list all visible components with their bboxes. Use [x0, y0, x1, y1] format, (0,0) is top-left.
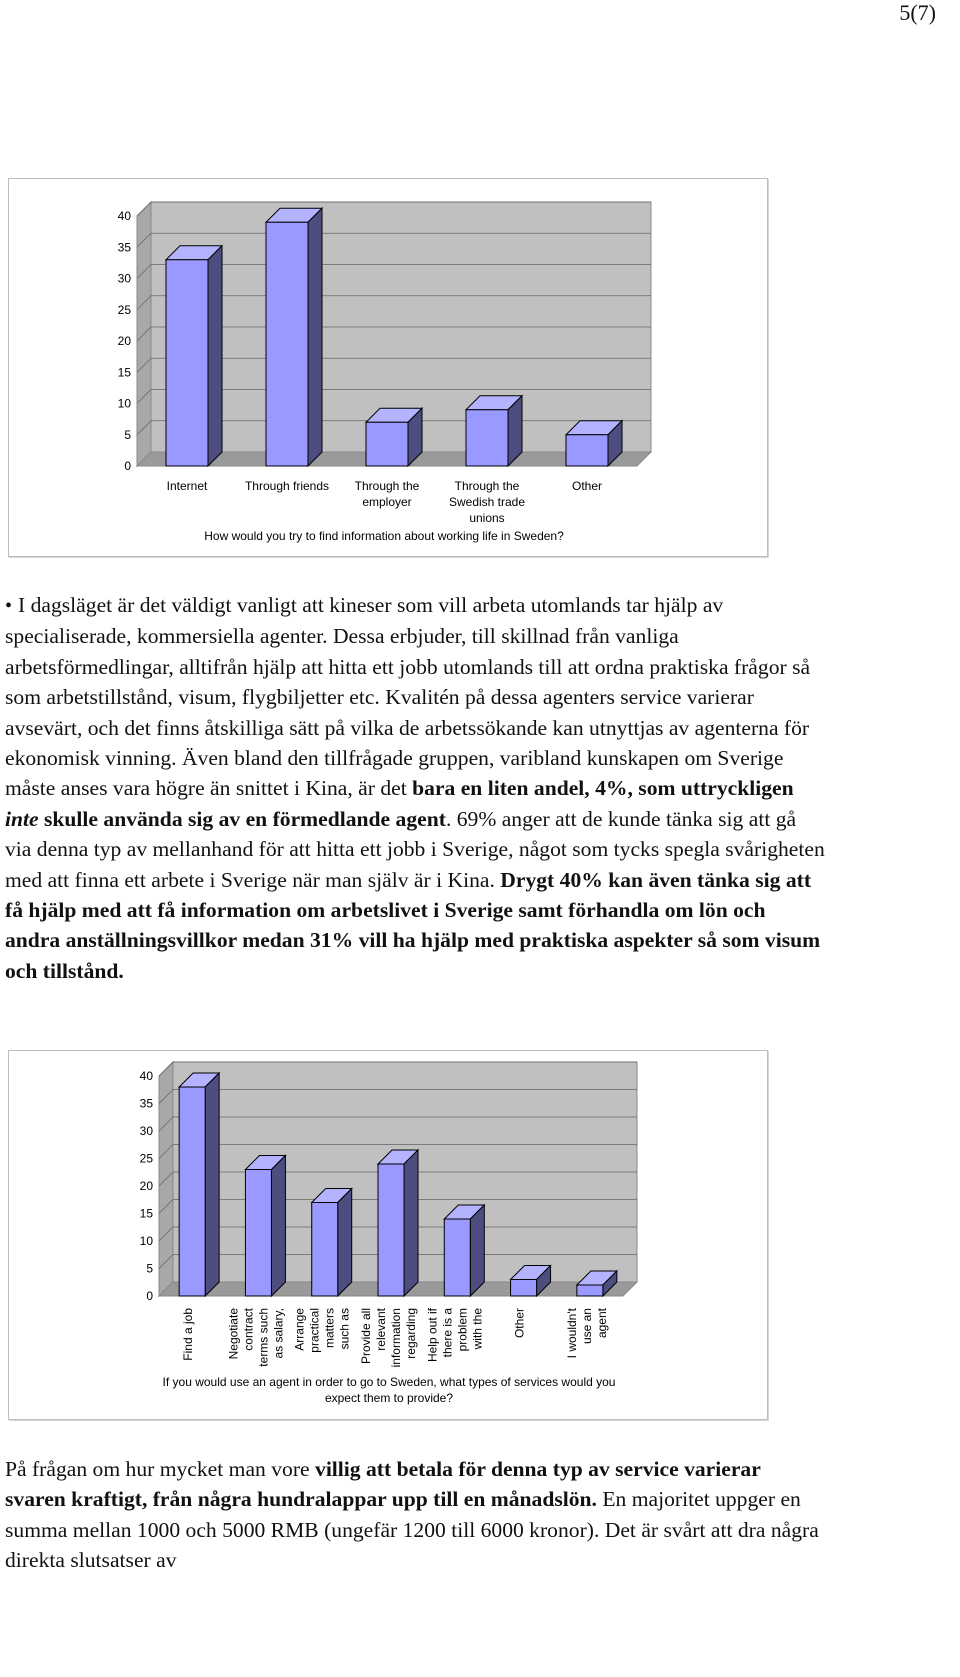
paragraph-agents	[5, 590, 825, 986]
bar-side	[271, 1156, 285, 1297]
bar	[166, 260, 208, 466]
paragraph-payment-text-1: På frågan om hur mycket man vore	[5, 1457, 316, 1481]
bar	[266, 222, 308, 466]
chart-information-sources-svg	[9, 179, 767, 556]
x-tick-label: Through the	[354, 479, 420, 493]
x-tick-label: use an	[579, 1308, 594, 1345]
bar	[378, 1164, 404, 1296]
y-tick-label: 15	[139, 1206, 153, 1221]
bar-side	[470, 1205, 484, 1296]
x-tick-label: unions	[469, 511, 505, 525]
y-tick-label: 40	[117, 209, 131, 223]
x-tick-label: Provide all	[359, 1308, 373, 1365]
paragraph-agents-bold-italic: inte	[5, 806, 39, 831]
x-tick-label: Swedish trade	[448, 495, 526, 509]
y-tick-label: 30	[117, 271, 131, 286]
paragraph-payment-text-2: En majoritet uppger en summa mellan 1000 och 5000 RMB (ungefär 1200 till 6000 kronor). Det är svårt att dra några direkta slutsatser av	[5, 1487, 819, 1573]
bar	[179, 1087, 205, 1296]
bar	[511, 1280, 537, 1297]
x-tick-label: Help out if	[425, 1308, 440, 1363]
bar-side	[338, 1189, 352, 1297]
x-tick-label: relevant	[374, 1308, 388, 1351]
bar	[366, 422, 408, 466]
chart-title: How would you try to find information about working life in Sweden?	[204, 529, 564, 543]
x-tick-label: with the	[470, 1308, 485, 1350]
bar	[577, 1285, 603, 1296]
y-tick-label: 0	[146, 1289, 153, 1303]
y-tick-label: 35	[139, 1096, 153, 1111]
bar	[444, 1219, 470, 1296]
chart-title: expect them to provide?	[324, 1391, 454, 1405]
y-tick-label: 10	[139, 1234, 153, 1248]
page-number: 5(7)	[899, 0, 936, 25]
paragraph-agents-text-1: I dagsläget är det väldigt vanligt att kineser som vill arbeta utomlands tar hjälp av specialiserade, kommersiella agenter. Dessa erbjuder, till skillnad från vanliga arbetsförmedlingar, alltifrån hjälp att hitta ett jobb utomlands till att ordna praktiska frågor så som arbetstillstånd, visum, flygbiljetter etc. Kvalitén på dessa agenters service varierar avsevärt, och det finns åtskilliga sätt på vilka de arbetssökande kan utnyttjas av agenterna för ekonomisk vinning. Även bland den tillfrågade gruppen, varibland kunskapen om Sverige måste anses vara högre än snittet i Kina, är det	[5, 593, 811, 801]
chart-agent-services-svg	[9, 1051, 767, 1419]
bullet-icon: •	[5, 595, 13, 617]
x-tick-label: Other	[512, 1308, 527, 1339]
x-tick-label: Through friends	[244, 479, 330, 493]
x-tick-label: Other	[571, 479, 603, 493]
x-tick-label: information	[389, 1308, 403, 1368]
chart-title: If you would use an agent in order to go to Sweden, what types of services would you	[162, 1375, 616, 1389]
y-tick-label: 20	[117, 334, 131, 348]
x-tick-label: employer	[362, 495, 412, 509]
paragraph-agents-bold-1: bara en liten andel, 4%, som uttryckligen	[412, 776, 794, 801]
bar-side	[208, 246, 222, 466]
x-tick-label: Through the	[454, 479, 520, 493]
x-tick-label: problem	[455, 1308, 470, 1352]
y-tick-label: 15	[117, 365, 131, 380]
paragraph-payment-bold: villig att betala för denna typ av service varierar svaren kraftigt, från några hundralappar upp till en månadslön.	[5, 1457, 761, 1512]
y-tick-label: 10	[117, 396, 131, 411]
x-tick-label: contract	[241, 1308, 256, 1351]
x-tick-label: terms such	[256, 1308, 271, 1367]
x-tick-label: matters	[322, 1308, 337, 1349]
x-tick-label: Arrange	[292, 1308, 307, 1351]
x-tick-label: practical	[307, 1308, 322, 1353]
paragraph-agents-text-2: . 69% anger att de kunde tänka sig att gå via denna typ av mellanhand för att hitta ett jobb i Sverige, något som tycks spegla svårigheten med att finna ett arbete i Sverige när man själv är i Kina.	[5, 806, 825, 892]
chart-agent-services	[8, 1050, 768, 1420]
x-tick-label: Negotiate	[226, 1308, 241, 1360]
paragraph-agents-bold-2: skulle använda sig av en förmedlande agent	[38, 806, 446, 831]
bar	[466, 410, 508, 466]
x-tick-label: regarding	[404, 1308, 418, 1359]
paragraph-agents-bold-3: Drygt 40% kan även tänka sig att få hjälp med att få information om arbetslivet i Sverige samt förhandla om lön och andra anställningsvillkor medan 31% vill ha hjälp med praktiska aspekter så som visum och tillstånd.	[5, 867, 821, 983]
y-tick-label: 0	[124, 459, 131, 473]
bar	[566, 435, 608, 466]
x-tick-label: such as	[337, 1308, 352, 1350]
x-tick-label: Find a job	[181, 1308, 196, 1361]
y-tick-label: 5	[124, 427, 131, 442]
bar-side	[205, 1073, 219, 1296]
y-tick-label: 25	[117, 302, 131, 317]
bar	[312, 1203, 338, 1297]
bar-side	[404, 1150, 418, 1296]
x-tick-label: there is a	[440, 1308, 455, 1358]
x-tick-label: agent	[594, 1308, 609, 1339]
bar-side	[308, 208, 322, 466]
x-tick-label: Internet	[166, 479, 208, 493]
y-tick-label: 30	[139, 1124, 153, 1138]
y-tick-label: 35	[117, 240, 131, 255]
y-tick-label: 40	[139, 1069, 153, 1083]
y-tick-label: 25	[139, 1151, 153, 1166]
chart-information-sources	[8, 178, 768, 557]
y-tick-label: 5	[146, 1261, 153, 1276]
x-tick-label: I wouldn't	[564, 1308, 579, 1359]
bar	[245, 1170, 271, 1297]
paragraph-payment	[5, 1454, 825, 1576]
y-tick-label: 20	[139, 1179, 153, 1193]
x-tick-label: as salary,	[271, 1308, 286, 1359]
